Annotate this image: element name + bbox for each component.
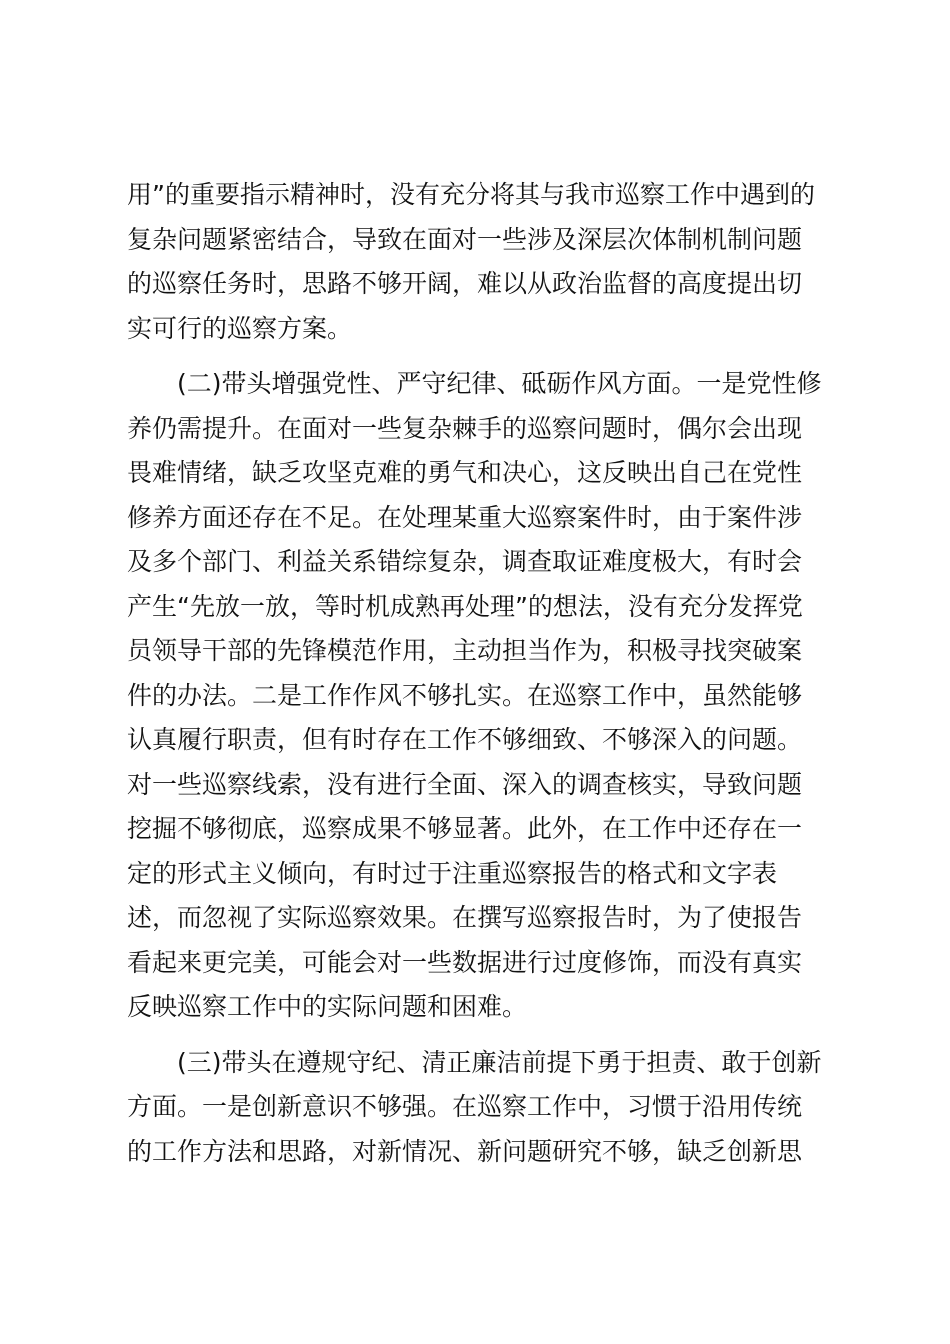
text-line: 养仍需提升。在面对一些复杂棘手的巡察问题时，偶尔会出现 [127,413,803,443]
text-line: (二)带头增强党性、严守纪律、砥砺作风方面。一是党性修 [127,369,822,398]
text-line: 及多个部门、利益关系错综复杂，调查取证难度极大，有时会 [127,547,803,576]
paragraph-section-2 [127,362,827,1030]
paragraph-gap [127,351,827,362]
text-line: 员领导干部的先锋模范作用，主动担当作为，积极寻找突破案 [127,636,803,665]
text-line: 的巡察任务时，思路不够开阔，难以从政治监督的高度提出切 [127,269,803,298]
text-line: 认真履行职责，但有时存在工作不够细致、不够深入的问题。 [127,725,803,754]
text-line: 看起来更完美，可能会对一些数据进行过度修饰，而没有真实 [127,947,803,977]
text-line: 件的办法。二是工作作风不够扎实。在巡察工作中，虽然能够 [127,680,803,710]
paragraph-section-3 [127,1041,827,1175]
text-line: 对一些巡察线索，没有进行全面、深入的调查核实，导致问题 [127,769,803,799]
paragraph-continuation [127,173,827,351]
text-line: 修养方面还存在不足。在处理某重大巡察案件时，由于案件涉 [127,502,803,532]
paragraph-gap [127,1030,827,1041]
text-line: 复杂问题紧密结合，导致在面对一些涉及深层次体制机制问题 [127,224,803,254]
text-line: 用”的重要指示精神时，没有充分将其与我市巡察工作中遇到的 [127,180,815,209]
text-line: 定的形式主义倾向，有时过于注重巡察报告的格式和文字表 [127,858,778,888]
document-body [127,173,827,1174]
text-line: 方面。一是创新意识不够强。在巡察工作中，习惯于沿用传统 [127,1092,803,1121]
text-line: (三)带头在遵规守纪、清正廉洁前提下勇于担责、敢于创新 [127,1047,822,1077]
text-line: 畏难情绪，缺乏攻坚克难的勇气和决心，这反映出自己在党性 [127,458,803,487]
text-line: 产生“先放一放，等时机成熟再处理”的想法，没有充分发挥党 [127,591,803,621]
text-line: 挖掘不够彻底，巡察成果不够显著。此外，在工作中还存在一 [127,814,803,843]
text-line: 的工作方法和思路，对新情况、新问题研究不够，缺乏创新思 [127,1136,803,1166]
text-line: 实可行的巡察方案。 [127,313,353,343]
text-line: 反映巡察工作中的实际问题和困难。 [127,992,528,1021]
text-line: 述，而忽视了实际巡察效果。在撰写巡察报告时，为了使报告 [127,903,803,932]
